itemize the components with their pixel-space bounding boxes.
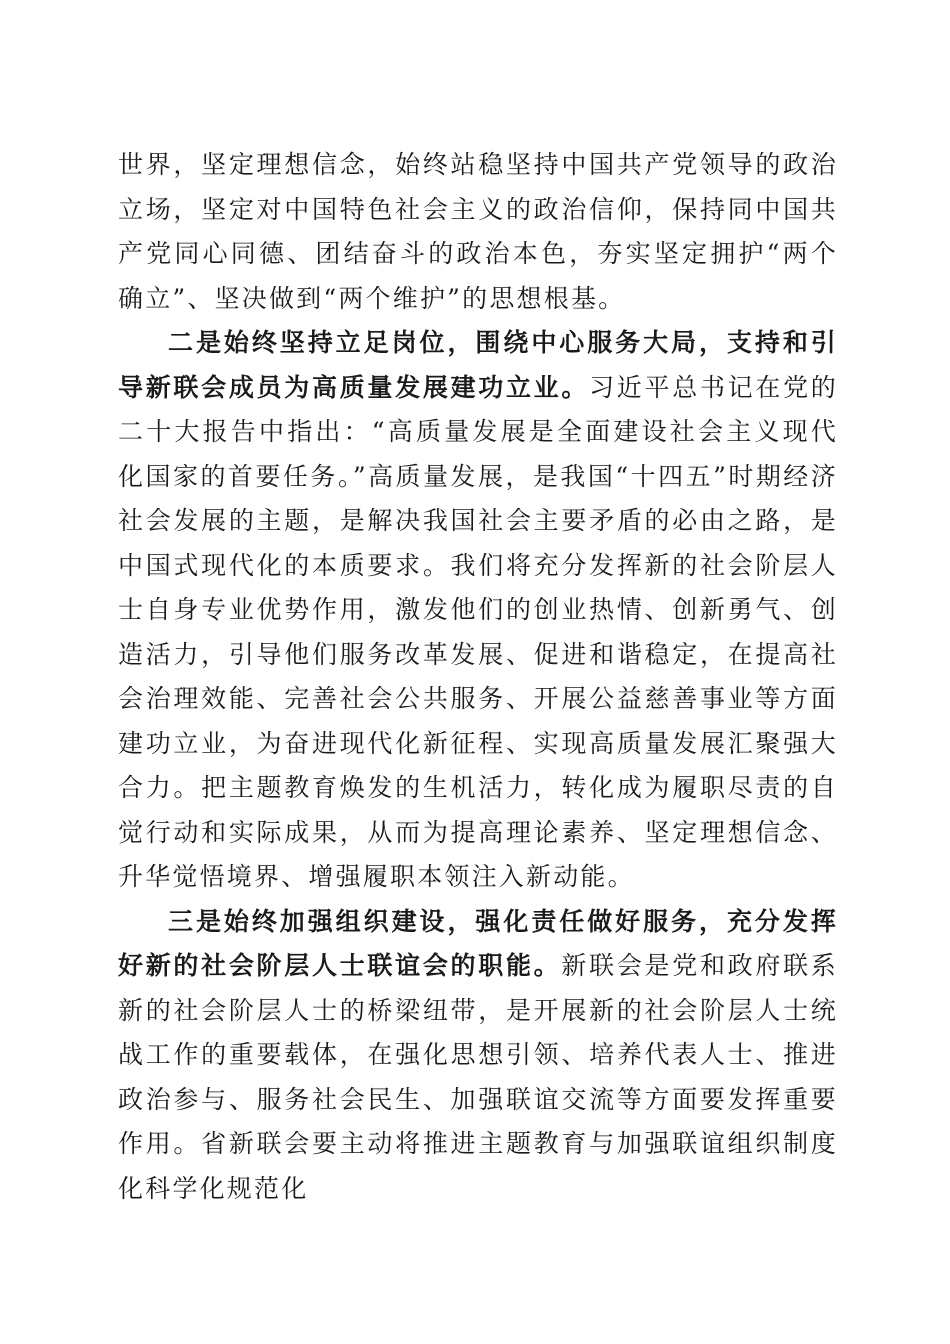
paragraph-continuation: [118, 143, 838, 321]
paragraph-lead-heading: 二是始终坚持立足岗位，围绕中心服务大局，支持和引导新联会成员为高质量发展建功立业。: [118, 328, 838, 402]
paragraph-text: 新联会是党和政府联系新的社会阶层人士的桥梁纽带，是开展新的社会阶层人士统战工作的重要载体，在强化思想引领、培养代表人士、推进政治参与、服务社会民生、加强联谊交流等方面要发挥重要作用。省新联会要主动将推进主题教育与加强联谊组织制度化科学化规范化: [118, 951, 838, 1203]
document-body: [118, 143, 838, 1211]
paragraph-lead-heading: 三是始终加强组织建设，强化责任做好服务，充分发挥好新的社会阶层人士联谊会的职能。: [118, 906, 838, 980]
paragraph-text: 习近平总书记在党的二十大报告中指出：“高质量发展是全面建设社会主义现代化国家的首要任务。”高质量发展，是我国“十四五”时期经济社会发展的主题，是解决我国社会主要矛盾的必由之路，是中国式现代化的本质要求。我们将充分发挥新的社会阶层人士自身专业优势作用，激发他们的创业热情、创新勇气、创造活力，引导他们服务改革发展、促进和谐稳定，在提高社会治理效能、完善社会公共服务、开展公益慈善事业等方面建功立业，为奋进现代化新征程、实现高质量发展汇聚强大合力。把主题教育焕发的生机活力，转化成为履职尽责的自觉行动和实际成果，从而为提高理论素养、坚定理想信念、升华觉悟境界、增强履职本领注入新动能。: [118, 372, 838, 891]
paragraph-point-two: [118, 321, 838, 900]
paragraph-point-three: [118, 900, 838, 1212]
paragraph-text: 世界，坚定理想信念，始终站稳坚持中国共产党领导的政治立场，坚定对中国特色社会主义的政治信仰，保持同中国共产党同心同德、团结奋斗的政治本色，夯实坚定拥护“两个确立”、坚决做到“两个维护”的思想根基。: [118, 150, 838, 313]
